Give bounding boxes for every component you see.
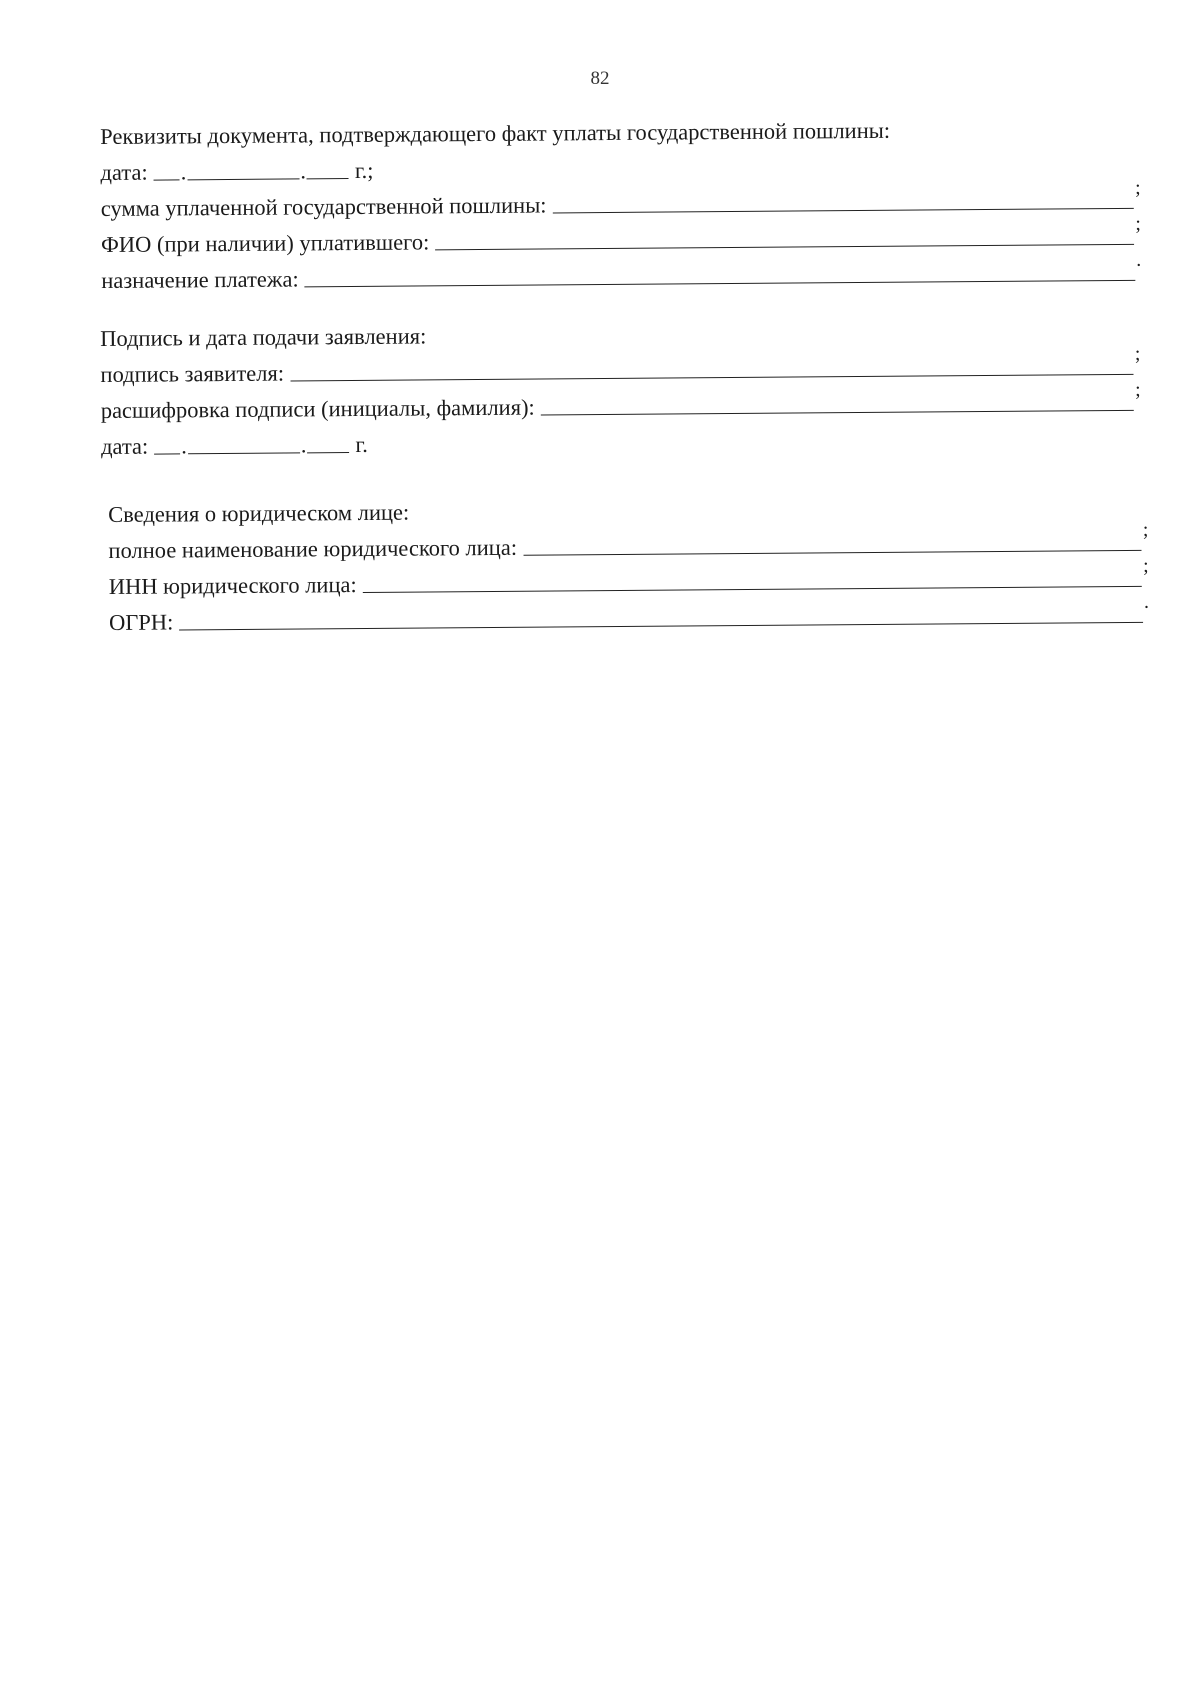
payment-purpose-field[interactable] <box>305 279 1136 288</box>
payment-date-day-field[interactable] <box>154 178 180 180</box>
legal-entity-heading: Сведения о юридическом лице: <box>108 499 410 527</box>
signature-label: подпись заявителя: <box>100 360 285 387</box>
signature-section <box>100 306 1141 458</box>
ogrn-field[interactable] <box>179 621 1143 631</box>
semicolon: ; <box>1142 518 1149 541</box>
payment-amount-label: сумма уплаченной государственной пошлины: <box>100 191 547 221</box>
page-number: 82 <box>590 68 610 89</box>
date-separator: . <box>180 158 187 184</box>
date-separator: . <box>300 157 307 183</box>
semicolon: ; <box>1134 378 1141 401</box>
signature-decoding-label: расшифровка подписи (инициалы, фамилия): <box>100 394 535 423</box>
signature-date-suffix: г. <box>355 431 368 457</box>
signature-date-month-field[interactable] <box>188 451 300 454</box>
period: . <box>1136 248 1142 271</box>
semicolon: ; <box>1135 212 1141 235</box>
signature-date-year-field[interactable] <box>308 451 350 453</box>
payment-date-label: дата: <box>100 159 148 185</box>
semicolon: ; <box>1134 176 1141 199</box>
legal-entity-section <box>108 482 1149 634</box>
inn-label: ИНН юридического лица: <box>108 571 357 599</box>
semicolon: ; <box>1142 554 1149 577</box>
payment-section <box>100 104 1141 292</box>
date-separator: . <box>300 431 307 457</box>
payment-date-suffix: г.; <box>354 157 374 183</box>
payment-heading: Реквизиты документа, подтверждающего факт уплаты государственной пошлины: <box>100 117 891 149</box>
period: . <box>1143 590 1149 613</box>
payment-purpose-label: назначение платежа: <box>101 265 299 293</box>
semicolon: ; <box>1134 342 1141 365</box>
payment-date-month-field[interactable] <box>187 177 299 180</box>
signature-heading: Подпись и дата подачи заявления: <box>100 322 427 351</box>
date-separator: . <box>181 432 187 458</box>
legal-entity-name-label: полное наименование юридического лица: <box>108 534 518 563</box>
ogrn-label: ОГРН: <box>108 608 174 635</box>
payer-name-label: ФИО (при наличии) уплатившего: <box>100 228 430 257</box>
signature-date-day-field[interactable] <box>154 452 180 454</box>
signature-date-label: дата: <box>100 433 149 459</box>
payment-date-year-field[interactable] <box>307 177 349 179</box>
